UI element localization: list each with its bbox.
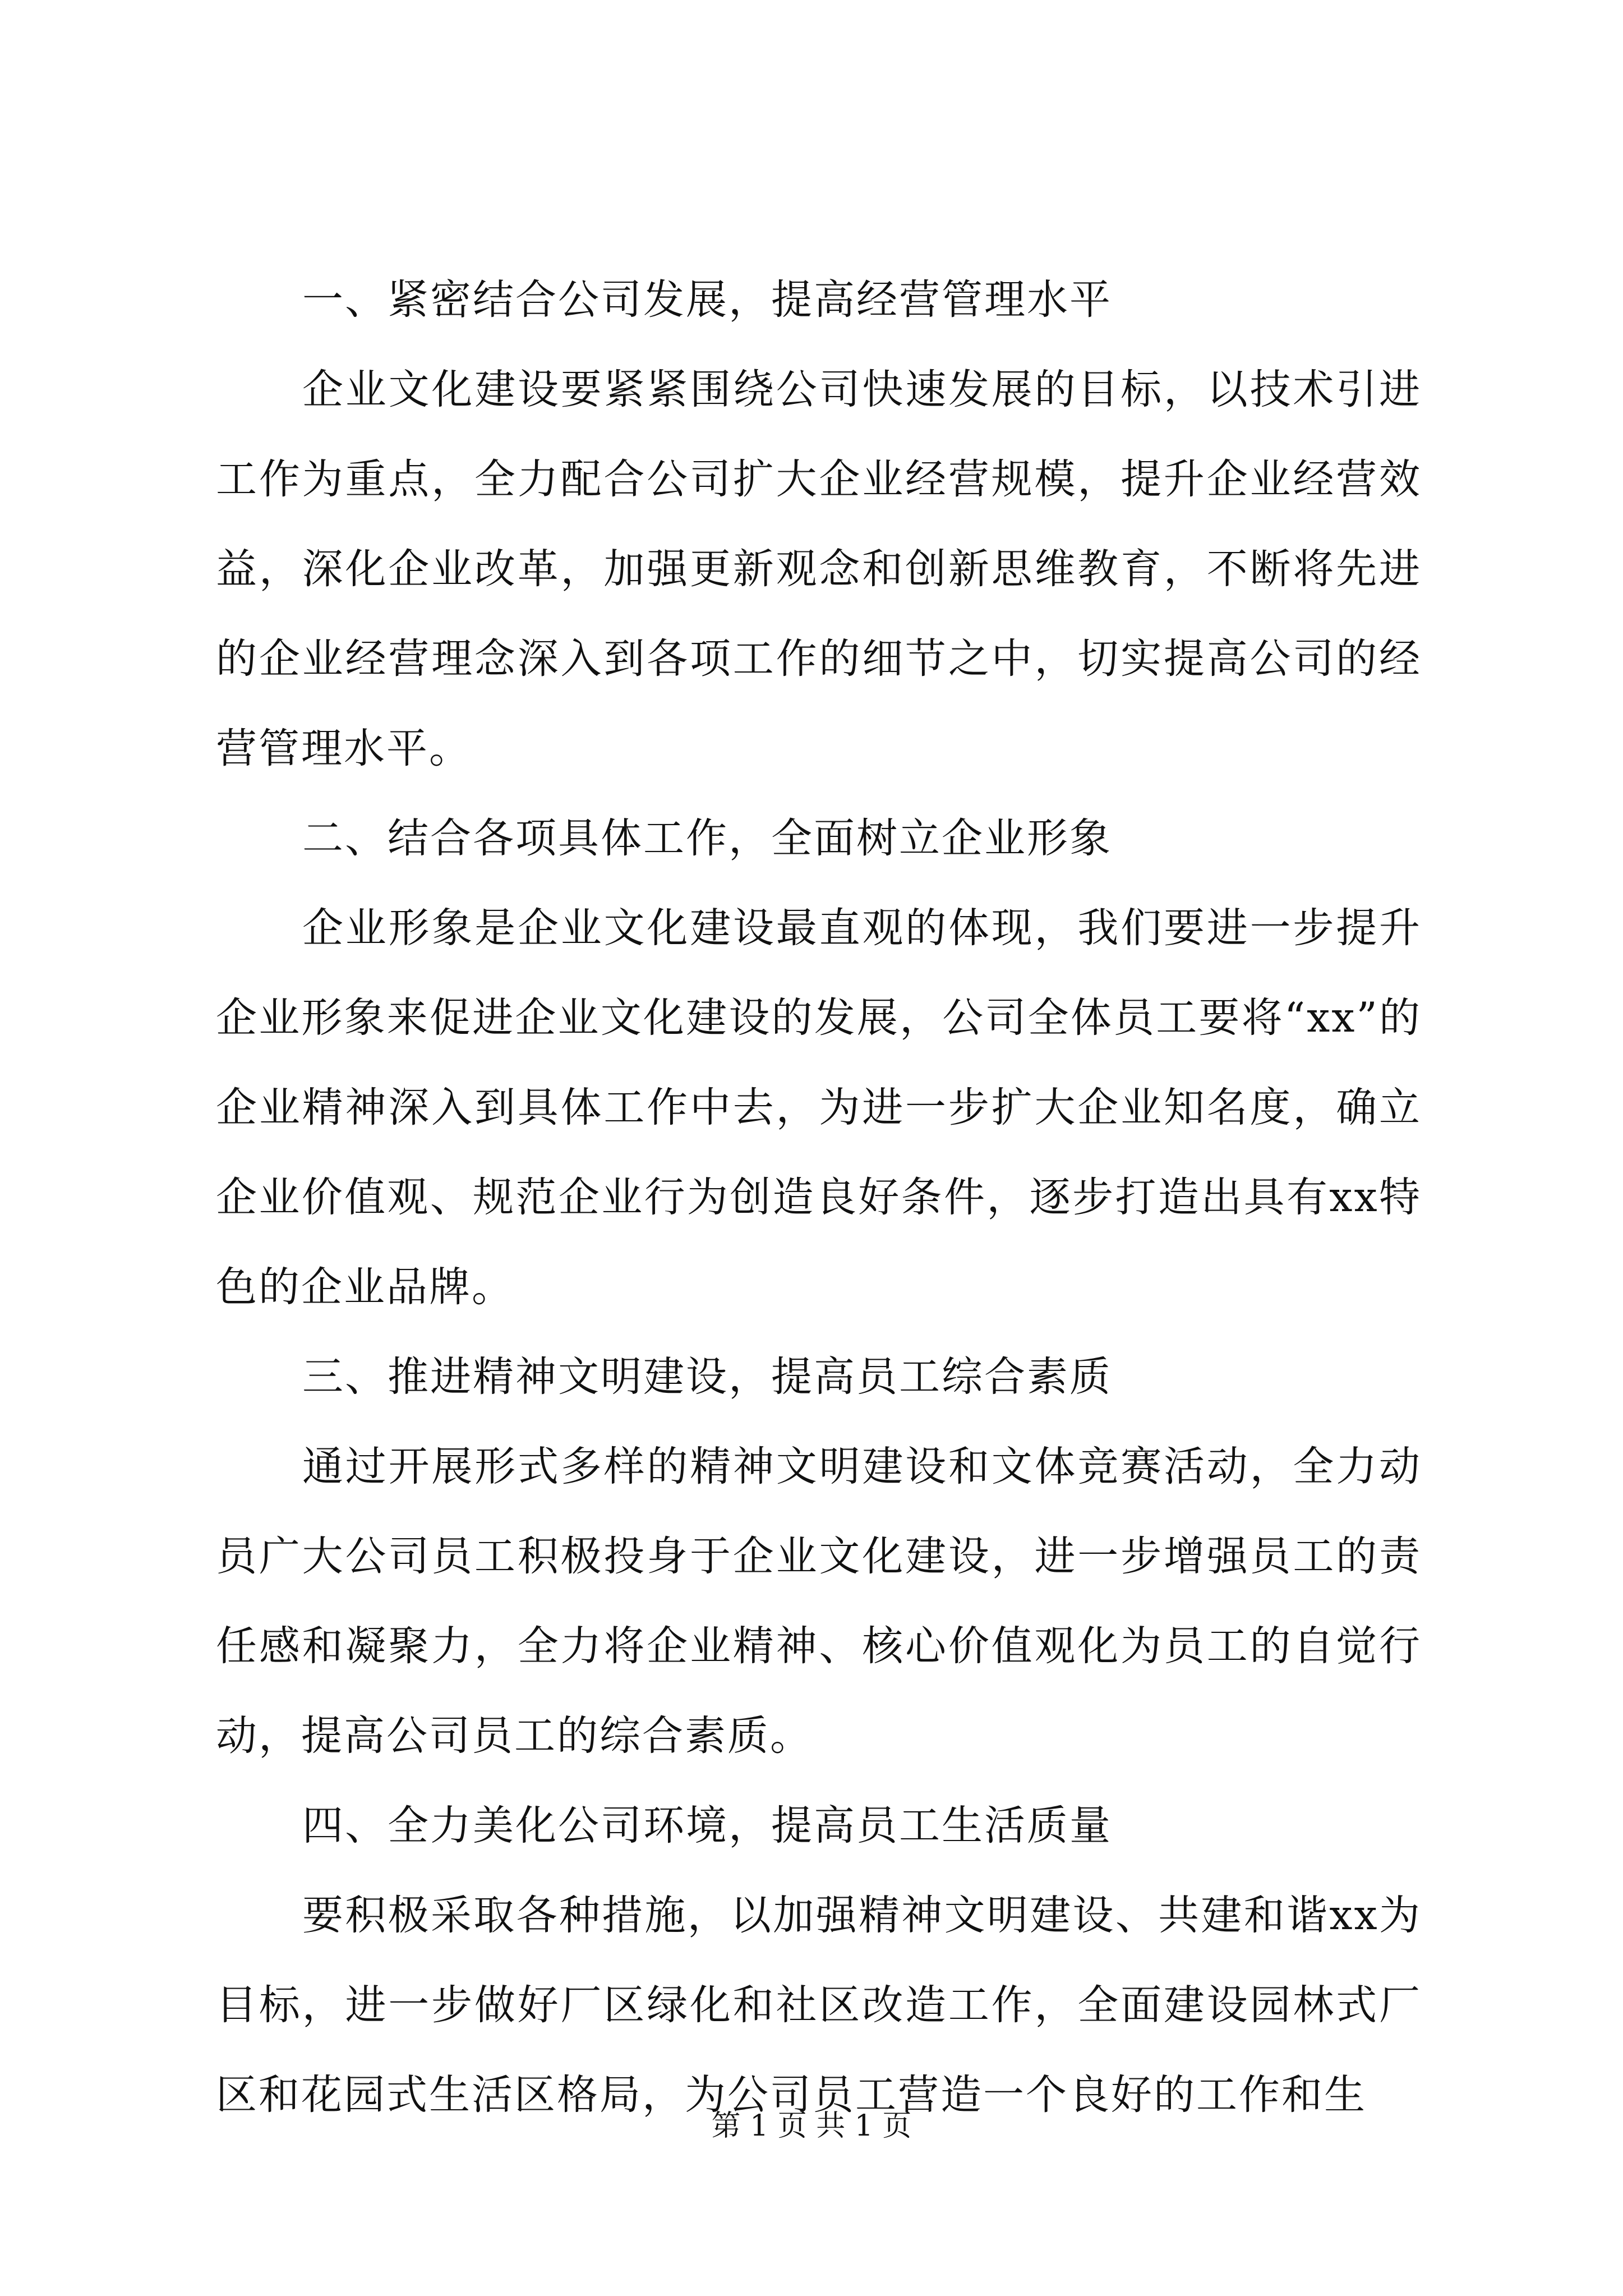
section-heading-3: 三、推进精神文明建设，提高员工综合素质 [302,1353,1112,1401]
section-heading-4: 四、全力美化公司环境，提高员工生活质量 [302,1802,1112,1849]
document-body [216,255,1422,2140]
section-heading-2: 二、结合各项具体工作，全面树立企业形象 [302,815,1112,862]
section-body-2: 企业形象是企业文化建设最直观的体现，我们要进一步提升企业形象来促进企业文化建设的发展，公司全体员工要将“xx”的企业精神深入到具体工作中去，为进一步扩大企业知名度，确立企业价值观、规范企业行为创造良好条件，逐步打造出具有xx特色的企业品牌。 [216,904,1422,1311]
section-heading-1: 一、紧密结合公司发展，提高经营管理水平 [302,276,1112,324]
page-footer: 第 1 页 共 1 页 [711,2109,912,2143]
section-body-3: 通过开展形式多样的精神文明建设和文体竞赛活动，全力动员广大公司员工积极投身于企业文化建设，进一步增强员工的责任感和凝聚力，全力将企业精神、核心价值观化为员工的自觉行动，提高公司员工的综合素质。 [216,1443,1422,1760]
section-body-4: 要积极采取各种措施，以加强精神文明建设、共建和谐xx为目标，进一步做好厂区绿化和社区改造工作，全面建设园林式厂区和花园式生活区格局，为公司员工营造一个良好的工作和生 [216,1892,1422,2119]
section-body-1: 企业文化建设要紧紧围绕公司快速发展的目标，以技术引进工作为重点，全力配合公司扩大企业经营规模，提升企业经营效益，深化企业改革，加强更新观念和创新思维教育，不断将先进的企业经营理念深入到各项工作的细节之中，切实提高公司的经营管理水平。 [216,366,1422,772]
